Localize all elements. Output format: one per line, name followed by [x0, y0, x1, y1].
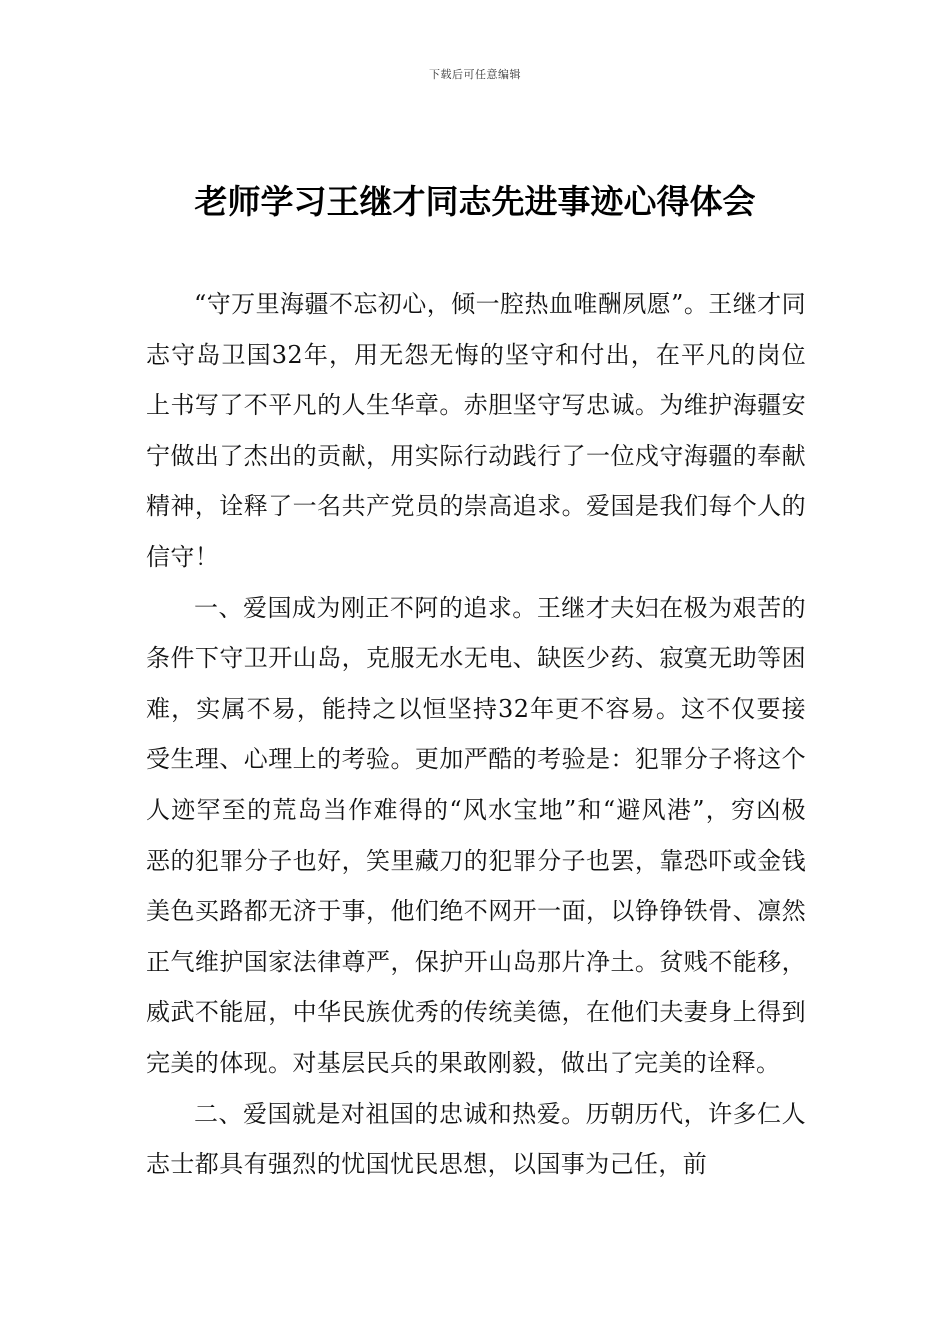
paragraph: “守万里海疆不忘初心，倾一腔热血唯酬夙愿”。王继才同志守岛卫国32年，用无怨无悔的坚守和付出，在平凡的岗位上书写了不平凡的人生华章。赤胆坚守写忠诚。为维护海疆安宁做出了杰出的贡献，用实际行动践行了一位戍守海疆的奉献精神，诠释了一名共产党员的崇高追求。爱国是我们每个人的信守！ — [146, 290, 806, 571]
paragraph: 二、爱国就是对祖国的忠诚和热爱。历朝历代，许多仁人志士都具有强烈的忧国忧民思想，以国事为己任，前 — [146, 1099, 806, 1179]
document-title: 老师学习王继才同志先进事迹心得体会 — [194, 182, 756, 221]
document-body — [146, 279, 806, 1190]
header-note: 下载后可任意编辑 — [429, 68, 521, 81]
paragraph: 一、爱国成为刚正不阿的追求。王继才夫妇在极为艰苦的条件下守卫开山岛，克服无水无电、缺医少药、寂寞无助等困难，实属不易，能持之以恒坚持32年更不容易。这不仅要接受生理、心理上的考验。更加严酷的考验是：犯罪分子将这个人迹罕至的荒岛当作难得的“风水宝地”和“避风港”，穷凶极恶的犯罪分子也好，笑里藏刀的犯罪分子也罢，靠恐吓或金钱美色买路都无济于事，他们绝不网开一面，以铮铮铁骨、凛然正气维护国家法律尊严，保护开山岛那片净土。贫贱不能移，威武不能屈，中华民族优秀的传统美德，在他们夫妻身上得到完美的体现。对基层民兵的果敢刚毅，做出了完美的诠释。 — [146, 593, 806, 1077]
